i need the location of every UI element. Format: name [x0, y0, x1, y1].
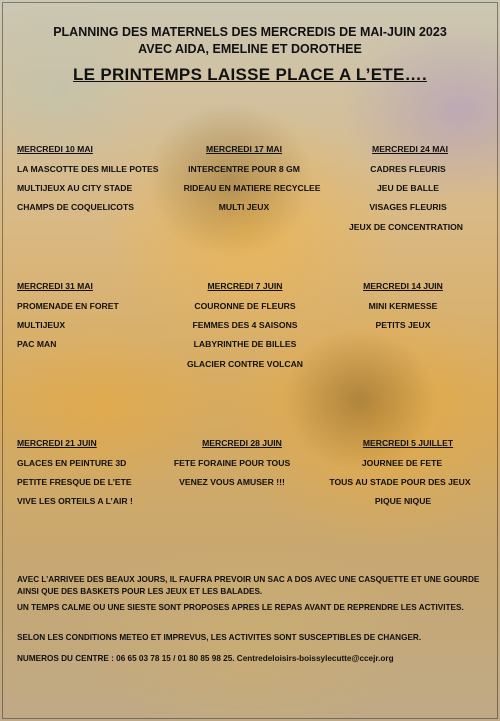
- activity-item: PETITS JEUX: [375, 320, 431, 330]
- planning-title: PLANNING DES MATERNELS DES MERCREDIS DE MAI-JUIN 2023: [53, 25, 447, 39]
- activity-item: LABYRINTHE DE BILLES: [193, 339, 297, 349]
- activity-item: FEMMES DES 4 SAISONS: [192, 320, 298, 330]
- activity-item: TOUS AU STADE POUR DES JEUX: [329, 477, 471, 487]
- week-date: MERCREDI 5 JUILLET: [362, 438, 454, 448]
- activity-item: COURONNE DE FLEURS: [194, 301, 296, 311]
- note-equipment: AVEC L’ARRIVEE DES BEAUX JOURS, IL FAUFRA PREVOIR UN SAC A DOS AVEC UNE CASQUETTE ET UNE GOURDE AINSI QUE DES BASKETS POUR LES JEUX ET LES BALADES.: [17, 575, 480, 596]
- activity-item: INTERCENTRE POUR 8 GM: [188, 164, 300, 174]
- activity-item: JOURNEE DE FETE: [361, 458, 443, 468]
- week-date: MERCREDI 17 MAI: [206, 144, 282, 154]
- activity-item: VISAGES FLEURIS: [369, 202, 447, 212]
- activity-item: PETITE FRESQUE DE L’ETE: [17, 477, 132, 487]
- week-date: MERCREDI 21 JUIN: [17, 438, 97, 448]
- activity-item: MINI KERMESSE: [368, 301, 438, 311]
- activity-item: LA MASCOTTE DES MILLE POTES: [17, 164, 159, 174]
- note-rest-time: UN TEMPS CALME OU UNE SIESTE SONT PROPOSES APRES LE REPAS AVANT DE REPRENDRE LES ACTIVITES.: [17, 603, 464, 612]
- week-date: MERCREDI 31 MAI: [17, 281, 93, 291]
- note-weather: SELON LES CONDITIONS METEO ET IMPREVUS, LES ACTIVITES SONT SUSCEPTIBLES DE CHANGER.: [17, 633, 422, 642]
- activity-item: PROMENADE EN FORET: [17, 301, 119, 311]
- team-line: AVEC AIDA, EMELINE ET DOROTHEE: [138, 42, 362, 56]
- activity-item: FETE FORAINE POUR TOUS: [173, 458, 291, 468]
- activity-item: GLACES EN PEINTURE 3D: [17, 458, 127, 468]
- activity-item: GLACIER CONTRE VOLCAN: [186, 359, 304, 369]
- week-date: MERCREDI 28 JUIN: [202, 438, 282, 448]
- week-date: MERCREDI 14 JUIN: [363, 281, 443, 291]
- theme-title: LE PRINTEMPS LAISSE PLACE A L’ETE….: [72, 65, 427, 84]
- week-date: MERCREDI 7 JUIN: [207, 281, 283, 291]
- activity-item: RIDEAU EN MATIERE RECYCLEE: [183, 183, 321, 193]
- activity-item: CADRES FLEURIS: [370, 164, 446, 174]
- activity-item: PAC MAN: [17, 339, 57, 349]
- activity-item: MULTI JEUX: [218, 202, 270, 212]
- week-date: MERCREDI 24 MAI: [372, 144, 448, 154]
- week-date: MERCREDI 10 MAI: [17, 144, 93, 154]
- activity-item: MULTIJEUX AU CITY STADE: [17, 183, 133, 193]
- activity-item: MULTIJEUX: [17, 320, 66, 330]
- activity-item: PIQUE NIQUE: [374, 496, 432, 506]
- activity-item: JEUX DE CONCENTRATION: [349, 222, 463, 232]
- contact-info: NUMEROS DU CENTRE : 06 65 03 78 15 / 01 80 85 98 25. Centredeloisirs-boissylecutte@ccejr.org: [17, 654, 394, 663]
- activity-item: VENEZ VOUS AMUSER !!!: [179, 477, 285, 487]
- activity-item: JEU DE BALLE: [376, 183, 440, 193]
- activity-item: CHAMPS DE COQUELICOTS: [17, 202, 134, 212]
- activity-item: VIVE LES ORTEILS A L’AIR !: [17, 496, 133, 506]
